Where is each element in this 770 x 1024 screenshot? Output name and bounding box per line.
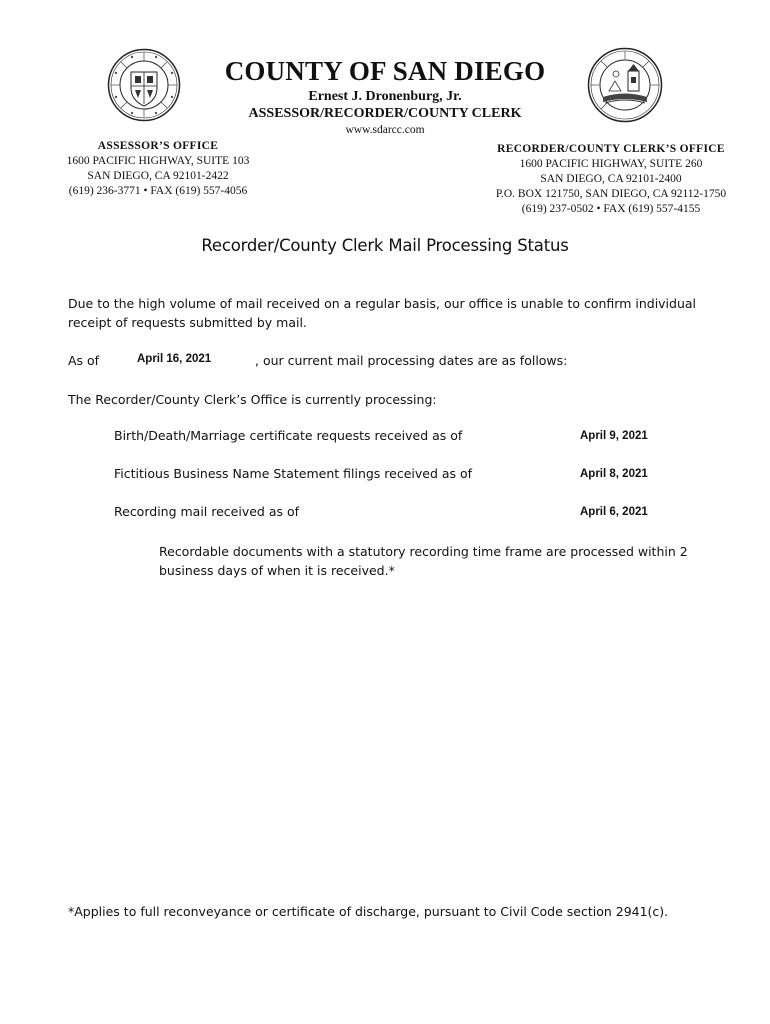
processing-item-date: April 6, 2021	[580, 506, 648, 518]
county-title: COUNTY OF SAN DIEGO	[224, 56, 546, 86]
recorder-address-line1: 1600 PACIFIC HIGHWAY, SUITE 260	[519, 158, 703, 170]
processing-item-date: April 8, 2021	[580, 468, 648, 480]
processing-item-label: Fictitious Business Name Statement filings received as of	[114, 466, 473, 481]
website-url[interactable]: www.sdarcc.com	[345, 124, 425, 136]
assessor-address-line1: 1600 PACIFIC HIGHWAY, SUITE 103	[66, 155, 250, 167]
processing-intro: The Recorder/County Clerk’s Office is currently processing:	[68, 392, 437, 407]
intro-paragraph: Due to the high volume of mail received on a regular basis, our office is unable to confirm individual receipt of requests submitted by mail.	[68, 296, 697, 330]
assessor-office-title: ASSESSOR’S OFFICE	[97, 140, 219, 152]
recorder-office-block	[475, 142, 747, 217]
recording-note: Recordable documents with a statutory recording time frame are processed within 2 business days of when it is received.*	[159, 544, 688, 578]
recorder-office-title: RECORDER/COUNTY CLERK’S OFFICE	[497, 143, 725, 155]
as-of-suffix: , our current mail processing dates are as follows:	[255, 353, 568, 368]
assessor-phone-fax: (619) 236-3771 • FAX (619) 557-4056	[68, 185, 248, 197]
footnote: *Applies to full reconveyance or certificate of discharge, pursuant to Civil Code section 2941(c).	[68, 904, 669, 919]
recorder-phone-fax: (619) 237-0502 • FAX (619) 557-4155	[521, 203, 701, 215]
assessor-address-line2: SAN DIEGO, CA 92101-2422	[87, 170, 229, 182]
assessor-office-block	[48, 139, 268, 199]
as-of-date: April 16, 2021	[137, 353, 212, 365]
document-title: Recorder/County Clerk Mail Processing Status	[201, 236, 569, 255]
official-role: ASSESSOR/RECORDER/COUNTY CLERK	[248, 106, 522, 121]
as-of-label: As of	[68, 353, 100, 368]
processing-item-date: April 9, 2021	[580, 430, 648, 442]
processing-item-label: Birth/Death/Marriage certificate requests received as of	[114, 428, 463, 443]
official-name: Ernest J. Dronenburg, Jr.	[308, 89, 462, 104]
recorder-address-line2: SAN DIEGO, CA 92101-2400	[540, 173, 682, 185]
recorder-po-box: P.O. BOX 121750, SAN DIEGO, CA 92112-1750	[495, 188, 727, 200]
processing-item-label: Recording mail received as of	[114, 504, 300, 519]
